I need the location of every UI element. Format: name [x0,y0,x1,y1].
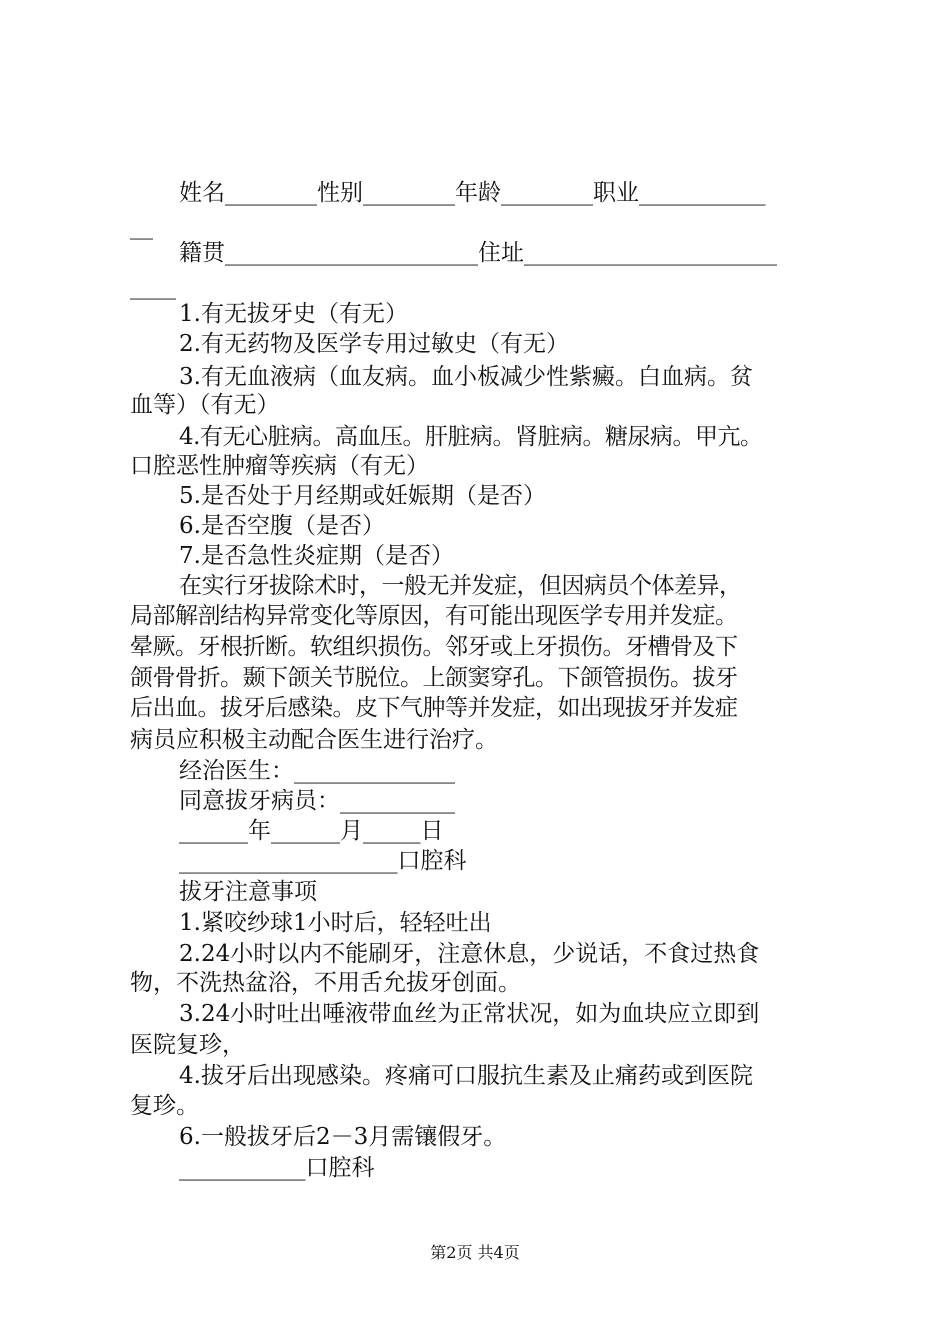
complications-paragraph-line: 局部解剖结构异常变化等原因，有可能出现医学专用并发症。 [130,603,738,629]
question-1: 1.有无拔牙史（有无） [179,301,408,327]
form-line-wrap: ____ [130,274,176,300]
question-6: 6.是否空腹（是否） [179,513,385,539]
note-1: 1.紧咬纱球1小时后，轻轻吐出 [179,910,492,936]
note-4: 4.拔牙后出现感染。疼痛可口服抗生素及止痛药或到医院 [179,1063,753,1089]
question-3: 3.有无血液病（血友病。血小板减少性紫癜。白血病。贫 [179,364,753,390]
complications-paragraph-line: 后出血。拔牙后感染。皮下气肿等并发症，如出现拔牙并发症 [130,695,738,721]
complications-paragraph-line: 病员应积极主动配合医生进行治疗。 [130,727,498,753]
note-6: 6.一般拔牙后2－3月需镶假牙。 [179,1124,507,1150]
note-3: 3.24小时吐出唾液带血丝为正常状况，如为血块应立即到 [179,1001,760,1027]
complications-paragraph-line: 在实行牙拔除术时，一般无并发症，但因病员个体差异， [179,573,742,599]
question-4: 4.有无心脏病。高血压。肝脏病。肾脏病。糖尿病。甲亢。 [179,424,763,450]
question-5: 5.是否处于月经期或妊娠期（是否） [179,483,546,509]
note-4-cont: 复珍。 [130,1093,199,1119]
note-2-cont: 物，不洗热盆浴，不用舌允拔牙创面。 [130,970,521,996]
department-line: ___________________口腔科 [179,848,467,874]
notes-title: 拔牙注意事项 [179,879,317,905]
notes-department-line: ___________口腔科 [179,1155,375,1181]
complications-paragraph-line: 晕厥。牙根折断。软组织损伤。邻牙或上牙损伤。牙槽骨及下 [130,634,738,660]
page-footer: 第2页 共4页 [430,1243,520,1262]
note-3-cont: 医院复珍， [130,1032,245,1058]
patient-signature-line: 同意拔牙病员：__________ [179,788,455,814]
date-line: ______年______月_____日 [179,818,444,844]
question-2: 2.有无药物及医学专用过敏史（有无） [179,331,569,357]
note-2: 2.24小时以内不能刷牙，注意休息，少说话，不食过热食 [179,941,760,967]
question-7: 7.是否急性炎症期（是否） [179,543,454,569]
form-line-origin-address: 籍贯______________________住址______________________ [179,240,777,266]
form-line-name-gender-age-job: 姓名________性别________年龄________职业___________ [179,180,766,206]
doctor-signature-line: 经治医生：______________ [179,758,455,784]
question-4-cont: 口腔恶性肿瘤等疾病（有无） [130,453,429,479]
complications-paragraph-line: 颌骨骨折。颞下颌关节脱位。上颌窦穿孔。下颌管损伤。拔牙 [130,665,738,691]
form-line-wrap: __ [130,214,153,240]
question-3-cont: 血等）（有无） [130,392,280,418]
